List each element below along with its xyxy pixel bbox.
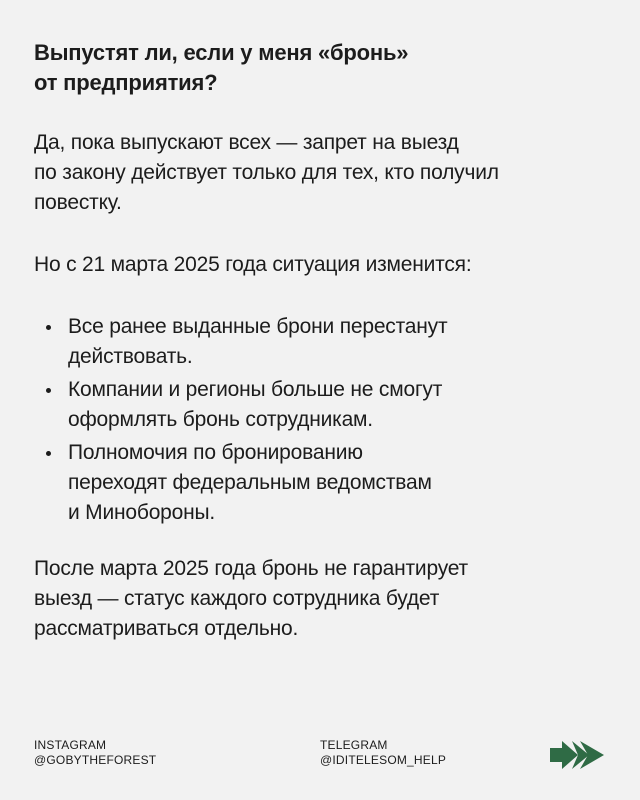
list-item-line: Компании и регионы больше не смогут — [68, 378, 443, 401]
telegram-credit[interactable] — [320, 738, 446, 768]
list-item — [34, 375, 606, 435]
bullet-dot-icon — [46, 325, 51, 330]
list-item-text — [68, 438, 606, 528]
changes-list — [34, 312, 606, 528]
paragraph-line: выезд — статус каждого сотрудника будет — [34, 587, 440, 610]
change-intro-paragraph — [34, 250, 606, 280]
paragraph-line: Да, пока выпускают всех — запрет на выезд — [34, 131, 459, 154]
title-line: от предприятия? — [34, 70, 218, 95]
bullet-dot-icon — [46, 451, 51, 456]
list-item — [34, 438, 606, 528]
question-title — [34, 38, 606, 98]
list-item-line: переходят федеральным ведомствам — [68, 471, 432, 494]
instagram-label: INSTAGRAM — [34, 738, 107, 752]
list-item-text — [68, 375, 606, 435]
paragraph-line: повестку. — [34, 191, 122, 214]
bullet-dot-icon — [46, 388, 51, 393]
arrow-chevron-icon — [550, 741, 578, 769]
telegram-label: TELEGRAM — [320, 738, 388, 752]
paragraph-line: Но с 21 марта 2025 года ситуация изменится: — [34, 253, 472, 276]
paragraph-line: После марта 2025 года бронь не гарантирует — [34, 557, 468, 580]
footer — [34, 738, 606, 772]
list-item — [34, 312, 606, 372]
list-item-line: действовать. — [68, 345, 193, 368]
title-line: Выпустят ли, если у меня «бронь» — [34, 40, 409, 65]
telegram-handle[interactable]: @IDITELESOM_HELP — [320, 753, 447, 767]
instagram-credit[interactable] — [34, 738, 156, 768]
paragraph-line: рассматриваться отдельно. — [34, 617, 299, 640]
conclusion-paragraph — [34, 554, 606, 644]
double-arrow-right-icon[interactable] — [548, 738, 606, 772]
paragraph-line: по закону действует только для тех, кто получил — [34, 161, 499, 184]
list-item-line: Все ранее выданные брони перестанут — [68, 315, 448, 338]
list-item-line: оформлять бронь сотрудникам. — [68, 408, 373, 431]
answer-paragraph — [34, 128, 606, 218]
instagram-handle[interactable]: @GOBYTHEFOREST — [34, 753, 157, 767]
list-item-text — [68, 312, 606, 372]
list-item-line: Полномочия по бронированию — [68, 441, 363, 464]
list-item-line: и Минобороны. — [68, 501, 216, 524]
